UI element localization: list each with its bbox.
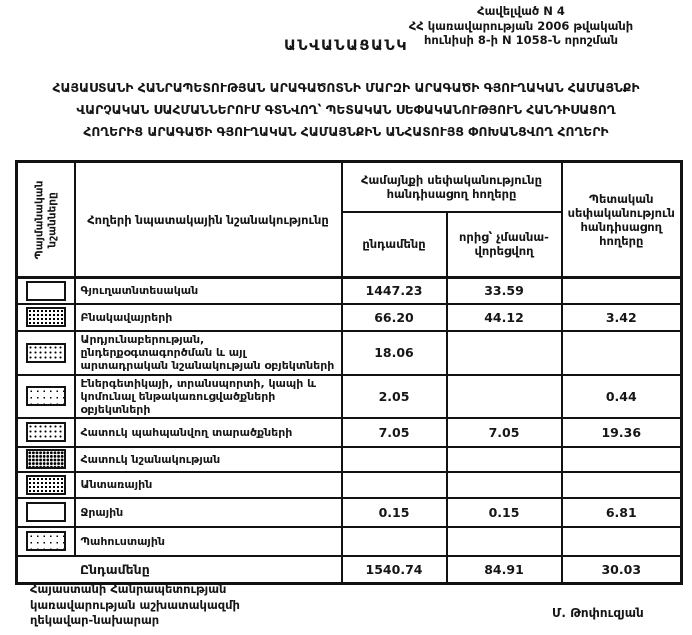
value-non-privatized: 7.05 [447,418,562,447]
legend-swatch [26,475,66,495]
legend-swatch [26,307,66,327]
land-category-label: Ջրային [75,498,342,527]
column-header-purpose: Հողերի նպատակային նշանակությունը [75,162,342,278]
total-value-state: 30.03 [562,556,682,584]
heading-line-3: ՀՈՂԵՐԻՑ ԱՐԱԳԱԾԻ ԳՅՈՒՂԱԿԱՆ ՀԱՄԱՅՆՔԻՆ ԱՆՀԱՏՈՒՅՑ ՓՈԽԱՆՑՎՈՂ ՀՈՂԵՐԻ [83,125,609,139]
table-header [17,162,682,278]
legend-cell [17,418,75,447]
legend-swatch [26,386,66,406]
land-category-label: Հատուկ նշանակության [75,447,342,472]
table-row [17,304,682,331]
column-header-symbols [17,162,75,278]
column-header-symbols-label: Պայմանական նշանները [33,180,58,259]
table-total-row [17,556,682,584]
value-non-privatized [447,375,562,418]
legend-swatch [26,502,66,522]
page-title: ԱՆՎԱՆԱՑԱՆԿ [283,38,409,54]
signatory-title-line-2: կառավարության աշխատակազմի [30,597,240,612]
signatory-title-line-3: ղեկավար-նախարար [30,613,160,627]
land-allocation-table [15,160,683,585]
table-row [17,418,682,447]
value-total: 66.20 [342,304,447,331]
legend-swatch [26,531,66,551]
value-total [342,447,447,472]
land-category-label: Անտառային [75,472,342,498]
total-value-total: 1540.74 [342,556,447,584]
column-header-total: ընդամենը [342,212,447,278]
value-state [562,472,682,498]
land-category-label: Էներգետիկայի, տրանսպորտի, կապի և կոմունալ ենթակառուցվածքների օբյեկտների [75,375,342,418]
table-row [17,278,682,304]
value-total: 1447.23 [342,278,447,304]
legend-swatch [26,422,66,442]
land-category-label: Գյուղատնտեսական [75,278,342,304]
land-category-label: Պահուստային [75,527,342,556]
column-header-non-privatized: որից՝ չմասնա-վորեցվող [447,212,562,278]
legend-swatch [26,343,66,363]
legend-cell [17,331,75,375]
legend-cell [17,304,75,331]
value-non-privatized: 44.12 [447,304,562,331]
table-row [17,331,682,375]
total-value-non-privatized: 84.91 [447,556,562,584]
value-total: 7.05 [342,418,447,447]
table-row [17,447,682,472]
land-category-label: Բնակավայրերի [75,304,342,331]
value-total [342,472,447,498]
value-non-privatized [447,331,562,375]
value-non-privatized [447,447,562,472]
land-category-label: Հատուկ պահպանվող տարածքների [75,418,342,447]
table-row [17,527,682,556]
appendix-line-3: հունիսի 8-ի N 1058-Ն որոշման [424,33,618,47]
value-state: 0.44 [562,375,682,418]
legend-cell [17,498,75,527]
value-total: 2.05 [342,375,447,418]
signatory-title-block [30,582,240,629]
heading-line-2: ՎԱՐՉԱԿԱՆ ՍԱՀՄԱՆՆԵՐՈՒՄ ԳՏՆՎՈՂ՝ ՊԵՏԱԿԱՆ ՍԵՓԱԿԱՆՈՒԹՅՈՒՆ ՀԱՆԴԻՍԱՑՈՂ [76,103,616,117]
signature-name: Մ. Թոփուզյան [552,606,644,620]
value-state [562,278,682,304]
value-state [562,447,682,472]
value-state [562,331,682,375]
heading-line-1: ՀԱՅԱՍՏԱՆԻ ՀԱՆՐԱՊԵՏՈՒԹՅԱՆ ԱՐԱԳԱԾՈՏՆԻ ՄԱՐԶԻ ԱՐԱԳԱԾԻ ԳՅՈՒՂԱԿԱՆ ՀԱՄԱՅՆՔԻ [52,81,640,95]
appendix-line-1: Հավելված N 4 [477,4,565,18]
appendix-line-2: ՀՀ կառավարության 2006 թվականի [408,18,634,33]
value-state: 19.36 [562,418,682,447]
value-total [342,527,447,556]
document-heading [0,77,692,143]
table-row [17,498,682,527]
value-non-privatized: 33.59 [447,278,562,304]
signatory-title-line-1: Հայաստանի Հանրապետության [30,582,227,596]
value-total: 0.15 [342,498,447,527]
legend-cell [17,447,75,472]
total-label: Ընդամենը [17,556,342,584]
legend-swatch [26,281,66,301]
legend-cell [17,527,75,556]
value-non-privatized [447,472,562,498]
column-header-state: Պետական սեփականություն հանդիսացող հողերը [562,162,682,278]
value-total: 18.06 [342,331,447,375]
value-state: 6.81 [562,498,682,527]
value-state [562,527,682,556]
land-category-label: Արդյունաբերության, ընդերքօգտագործման և այլ արտադրական նշանակության օբյեկտների [75,331,342,375]
legend-cell [17,472,75,498]
table-row [17,375,682,418]
table-row [17,472,682,498]
column-header-community: Համայնքի սեփականությունը հանդիսացող հողերը [342,162,562,212]
value-non-privatized [447,527,562,556]
legend-cell [17,278,75,304]
value-non-privatized: 0.15 [447,498,562,527]
value-state: 3.42 [562,304,682,331]
legend-cell [17,375,75,418]
legend-swatch [26,449,66,469]
